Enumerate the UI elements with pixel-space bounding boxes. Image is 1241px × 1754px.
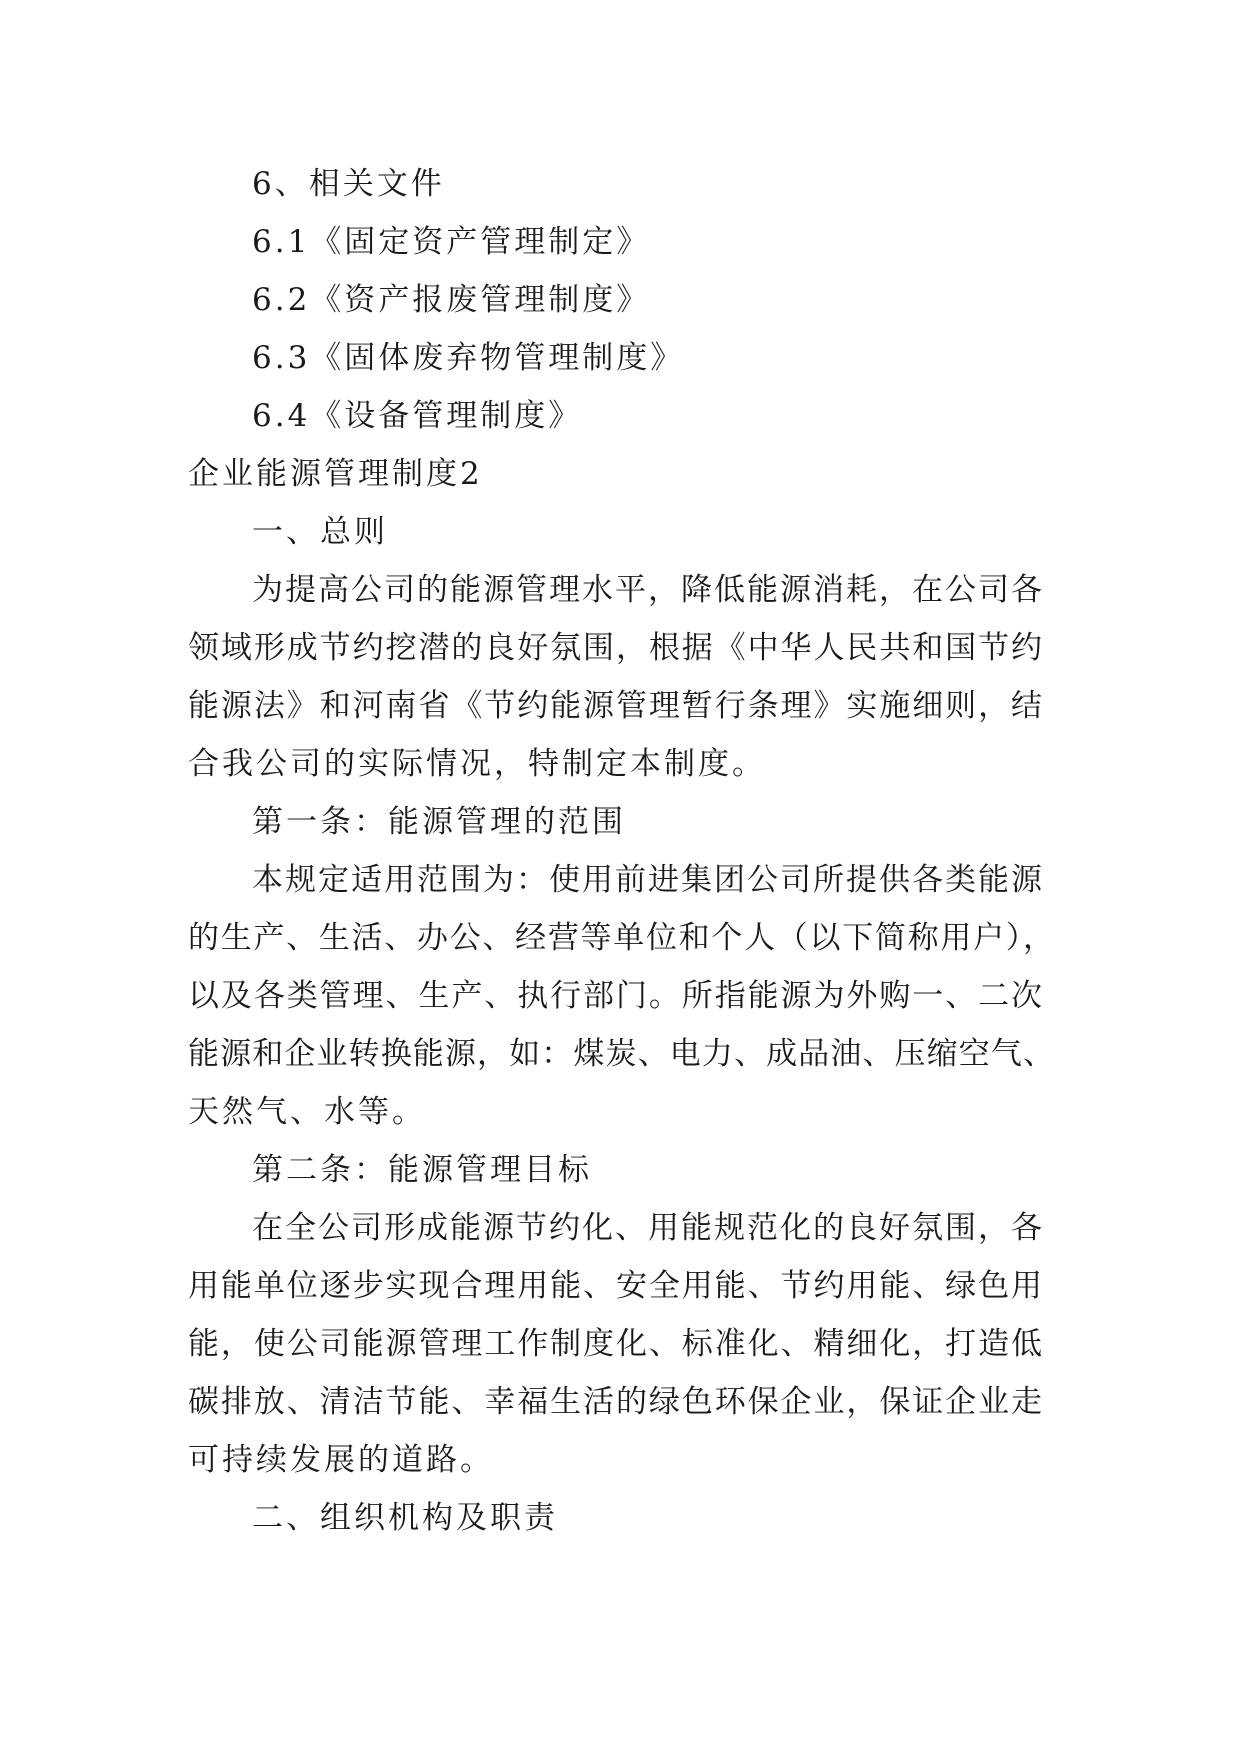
paragraph-line: 的生产、生活、办公、经营等单位和个人（以下简称用户）， xyxy=(188,920,1054,956)
paragraph-line: 用能单位逐步实现合理用能、安全用能、节约用能、绿色用 xyxy=(188,1268,1042,1304)
paragraph-line: 能，使公司能源管理工作制度化、标准化、精细化，打造低 xyxy=(188,1326,1042,1362)
paragraph-line: 能源法》和河南省《节约能源管理暂行条理》实施细则，结 xyxy=(188,688,1042,724)
paragraph-line: 本规定适用范围为：使用前进集团公司所提供各类能源 xyxy=(252,862,1042,898)
list-item: 6.1《固定资产管理制定》 xyxy=(252,224,651,260)
list-item: 6.3《固体废弃物管理制度》 xyxy=(252,340,685,376)
paragraph-line: 领域形成节约挖潜的良好氛围，根据《中华人民共和国节约 xyxy=(188,630,1042,666)
list-item: 6.4《设备管理制度》 xyxy=(252,398,583,434)
paragraph-line: 以及各类管理、生产、执行部门。所指能源为外购一、二次 xyxy=(188,978,1042,1014)
paragraph-line: 在全公司形成能源节约化、用能规范化的良好氛围，各 xyxy=(252,1210,1042,1246)
section-heading-general: 一、总则 xyxy=(252,514,388,550)
paragraph-line: 可持续发展的道路。 xyxy=(188,1442,494,1478)
section-heading-related-files: 6、相关文件 xyxy=(252,166,445,202)
list-item: 6.2《资产报废管理制度》 xyxy=(252,282,651,318)
article-heading-scope: 第一条：能源管理的范围 xyxy=(252,804,626,840)
paragraph-line: 碳排放、清洁节能、幸福生活的绿色环保企业，保证企业走 xyxy=(188,1384,1042,1420)
paragraph-line: 合我公司的实际情况，特制定本制度。 xyxy=(188,746,766,782)
article-heading-target: 第二条：能源管理目标 xyxy=(252,1152,592,1188)
paragraph-line: 为提高公司的能源管理水平，降低能源消耗，在公司各 xyxy=(252,572,1042,608)
paragraph-line: 天然气、水等。 xyxy=(188,1094,426,1130)
paragraph-line: 能源和企业转换能源，如：煤炭、电力、成品油、压缩空气、 xyxy=(188,1036,1054,1072)
document-title: 企业能源管理制度2 xyxy=(188,456,483,492)
section-heading-organization: 二、组织机构及职责 xyxy=(252,1500,558,1536)
